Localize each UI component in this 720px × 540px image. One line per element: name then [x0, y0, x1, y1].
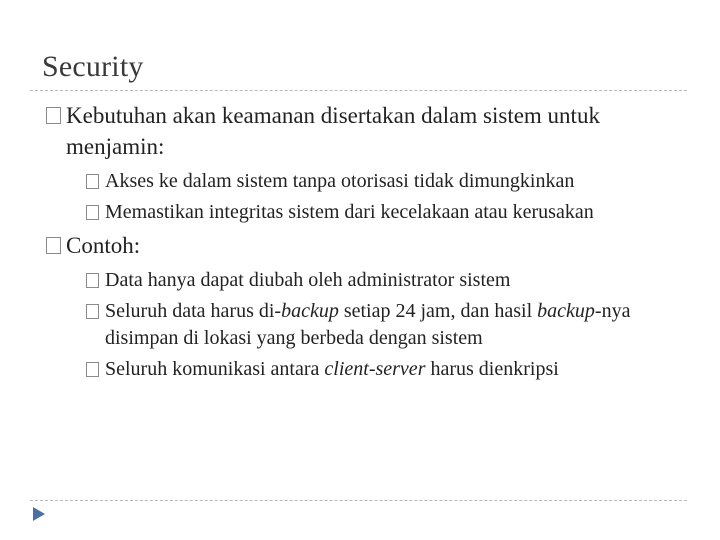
- sub-bullet-access: [86, 168, 686, 195]
- square-bullet-icon: [86, 273, 99, 288]
- square-bullet-icon: [46, 107, 61, 124]
- sub-bullet-encryption: [86, 356, 686, 383]
- square-bullet-icon: [46, 237, 61, 254]
- bullet-requirements: [46, 100, 686, 162]
- sub-bullet-text: Memastikan integritas sistem dari kecelakaan atau kerusakan: [105, 201, 594, 223]
- sub-bullet-list: [46, 267, 686, 383]
- bullet-examples: [46, 230, 686, 261]
- title-divider: [30, 90, 687, 91]
- sub-bullet-list: [46, 168, 686, 226]
- sub-bullet-backup: [86, 298, 686, 352]
- footer-divider: [30, 500, 687, 501]
- sub-bullet-text: Seluruh komunikasi antara client-server harus dienkripsi: [105, 358, 559, 380]
- square-bullet-icon: [86, 362, 99, 377]
- sub-bullet-admin: [86, 267, 686, 294]
- sub-bullet-text: Data hanya dapat diubah oleh administrator sistem: [105, 269, 511, 291]
- sub-bullet-text: Seluruh data harus di-backup setiap 24 jam, dan hasil backup-nya disimpan di lokasi yang berbeda dengan sistem: [105, 300, 631, 349]
- bullet-text: Kebutuhan akan keamanan disertakan dalam sistem untuk menjamin:: [66, 103, 600, 159]
- square-bullet-icon: [86, 304, 99, 319]
- triangle-nav-icon[interactable]: [33, 507, 45, 521]
- sub-bullet-text: Akses ke dalam sistem tanpa otorisasi tidak dimungkinkan: [105, 170, 575, 192]
- sub-bullet-integrity: [86, 199, 686, 226]
- slide-content: [46, 100, 686, 387]
- square-bullet-icon: [86, 174, 99, 189]
- bullet-text: Contoh:: [66, 233, 141, 258]
- slide-title: Security: [42, 50, 144, 83]
- square-bullet-icon: [86, 205, 99, 220]
